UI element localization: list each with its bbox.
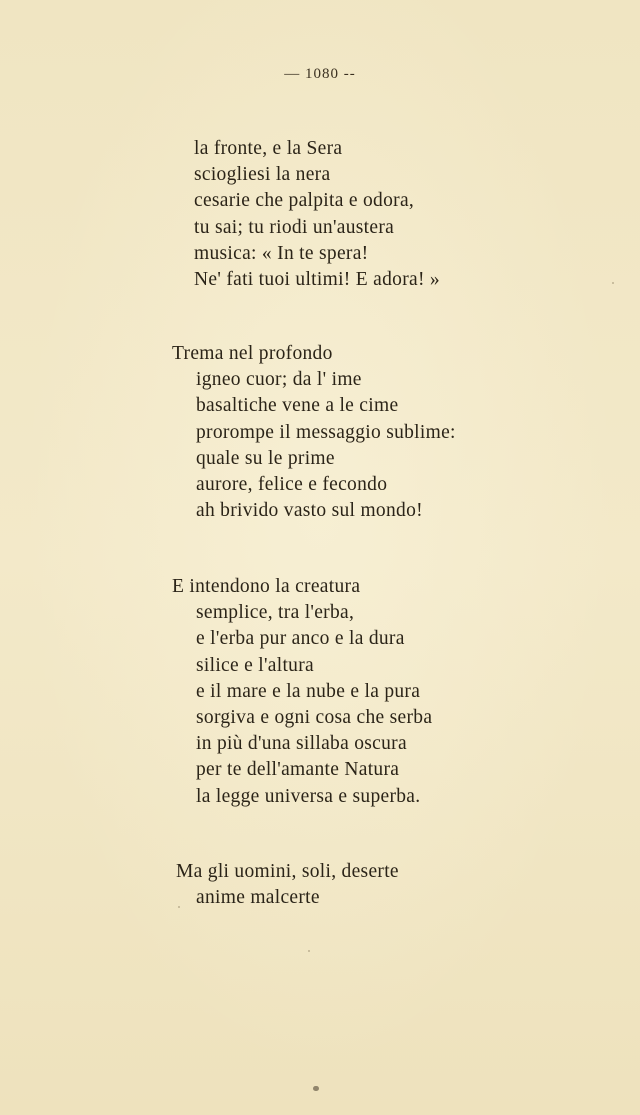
verse-line: musica: « In te spera!	[194, 242, 369, 264]
verse-line: quale su le prime	[196, 447, 335, 469]
verse-line: prorompe il messaggio sublime:	[196, 421, 456, 443]
stanza-4	[176, 859, 399, 911]
stanza-2	[172, 341, 456, 524]
stanza-1	[194, 136, 440, 293]
stanza-3	[172, 574, 432, 810]
verse-line: e il mare e la nube e la pura	[196, 680, 421, 702]
page-speck	[308, 950, 310, 952]
verse-line: e l'erba pur anco e la dura	[196, 628, 405, 650]
verse-line: cesarie che palpita e odora,	[194, 190, 415, 212]
verse-line: anime malcerte	[196, 887, 320, 909]
page-number: — 1080 --	[284, 66, 356, 82]
verse-line: in più d'una sillaba oscura	[196, 733, 407, 755]
verse-line: Trema nel profondo	[172, 343, 333, 364]
verse-line: sorgiva e ogni cosa che serba	[196, 706, 433, 728]
verse-line: sciogliesi la nera	[194, 164, 331, 186]
verse-line: Ne' fati tuoi ultimi! E adora! »	[194, 268, 440, 290]
verse-line: basaltiche vene a le cime	[196, 395, 399, 417]
verse-line: silice e l'altura	[196, 654, 314, 676]
verse-line: aurore, felice e fecondo	[196, 473, 388, 495]
verse-line: ah brivido vasto sul mondo!	[196, 500, 423, 522]
verse-line: la legge universa e superba.	[196, 785, 421, 807]
verse-line: per te dell'amante Natura	[196, 759, 400, 781]
page-speck	[612, 282, 614, 284]
verse-line: igneo cuor; da l' ime	[196, 369, 362, 391]
verse-line: E intendono la creatura	[172, 576, 361, 597]
verse-line: Ma gli uomini, soli, deserte	[176, 861, 399, 882]
verse-line: tu sai; tu riodi un'austera	[194, 216, 395, 238]
verse-line: la fronte, e la Sera	[194, 138, 343, 159]
verse-line: semplice, tra l'erba,	[196, 602, 355, 624]
page-smudge	[313, 1086, 319, 1091]
page-speck	[178, 906, 180, 908]
